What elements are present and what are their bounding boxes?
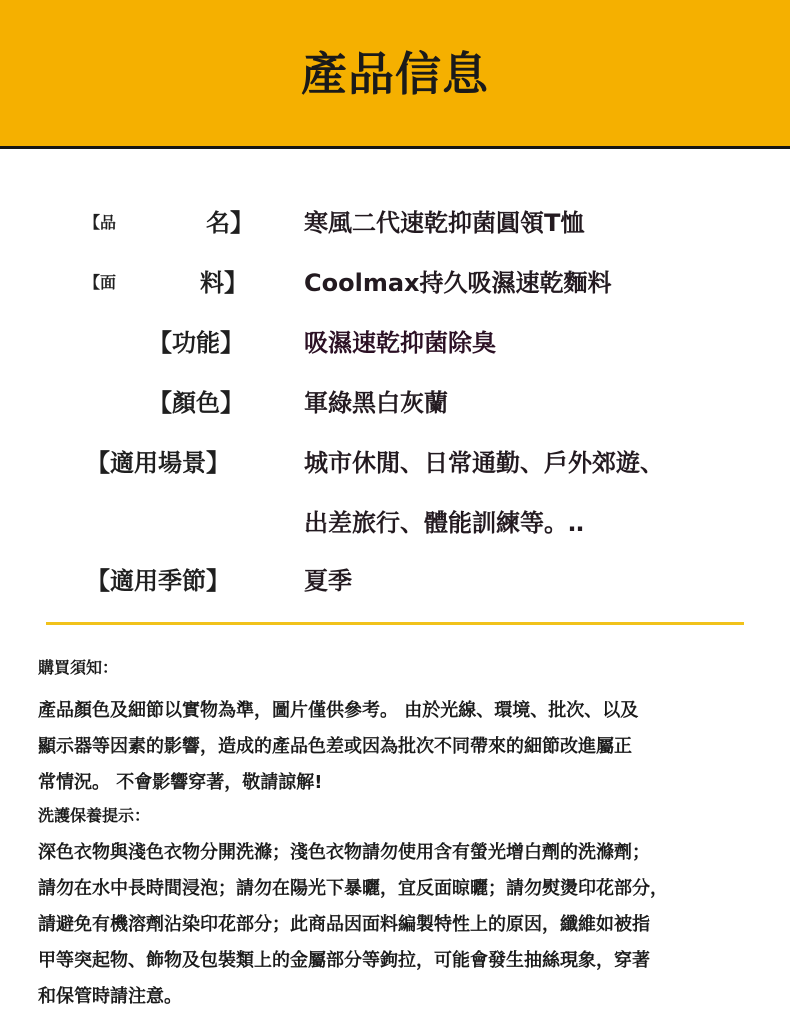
function-label: 【功能】 xyxy=(148,329,244,357)
color-value: 軍綠黑白灰蘭 xyxy=(304,389,448,417)
season-value: 夏季 xyxy=(304,567,352,595)
function-value: 吸濕速乾抑菌除臭 xyxy=(304,329,496,357)
care-notes-heading: 洗護保養提示： xyxy=(38,806,151,825)
fabric-label-left: 【面 xyxy=(84,273,117,292)
page-title: 產品信息 xyxy=(301,47,489,101)
care-note-line: 和保管時請注意。 xyxy=(38,986,182,1007)
header-banner xyxy=(0,0,790,149)
care-note-line: 甲等突起物、飾物及包裝類上的金屬部分等鉤拉，可能會發生抽絲現象，穿著 xyxy=(38,950,650,971)
purchase-note-line: 產品顏色及細節以實物為準，圖片僅供參考。 由於光線、環境、批次、以及 xyxy=(38,700,639,721)
care-note-line: 深色衣物與淺色衣物分開洗滌；淺色衣物請勿使用含有螢光增白劑的洗滌劑； xyxy=(38,842,650,863)
name-label-right: 名】 xyxy=(206,209,254,237)
purchase-note-line: 顯示器等因素的影響，造成的產品色差或因為批次不同帶來的細節改進屬正 xyxy=(38,736,632,757)
fabric-value: Coolmax持久吸濕速乾麵料 xyxy=(304,269,612,297)
fabric-label-right: 料】 xyxy=(200,269,248,297)
season-label: 【適用季節】 xyxy=(86,567,230,595)
scenes-label: 【適用場景】 xyxy=(86,449,230,477)
purchase-notes-heading: 購買須知： xyxy=(38,658,119,677)
scenes-value-line2: 出差旅行、體能訓練等。‥ xyxy=(304,509,585,537)
section-divider xyxy=(46,622,744,625)
name-label-left: 【品 xyxy=(84,213,117,232)
color-label: 【顏色】 xyxy=(148,389,244,417)
care-note-line: 請避免有機溶劑沾染印花部分；此商品因面料編製特性上的原因，纖維如被指 xyxy=(38,914,650,935)
purchase-note-line: 常情況。 不會影響穿著，敬請諒解! xyxy=(38,772,323,793)
notes-section xyxy=(38,655,758,1015)
name-value: 寒風二代速乾抑菌圓領T恤 xyxy=(304,209,585,237)
scenes-value-line1: 城市休閒、日常通勤、戶外郊遊、 xyxy=(304,449,664,477)
care-note-line: 請勿在水中長時間浸泡；請勿在陽光下暴曬，宜反面晾曬；請勿熨燙印花部分， xyxy=(38,878,668,899)
